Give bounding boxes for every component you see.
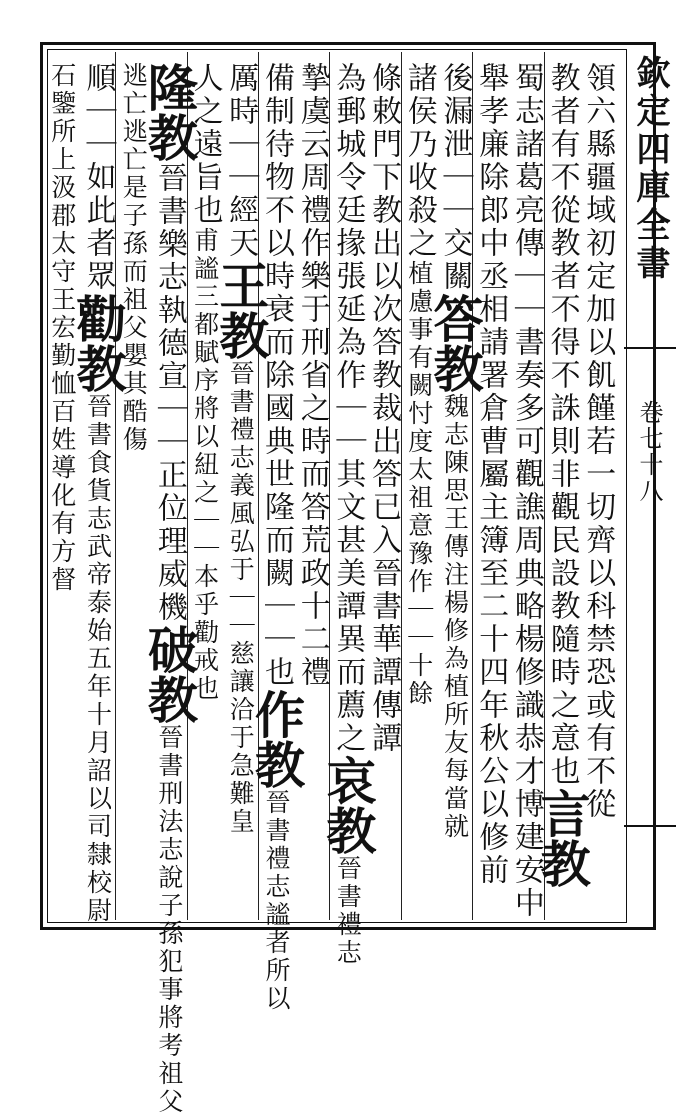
annotation: 石鑒所上汲郡太守王宏勤恤百姓導化有方督 <box>47 62 77 594</box>
volume-number: 卷七十八 <box>635 400 663 504</box>
entry-heading: 作教 <box>247 689 306 789</box>
body-text: 舉孝廉除郎中丞相請署倉曹屬主簿至二十四年秋公以修前 <box>473 62 509 887</box>
body-text: 後漏泄｜｜交關 <box>437 62 473 293</box>
body-text: 厲時｜｜經天 <box>223 62 259 260</box>
annotation: 魏志陳思王傳注楊修為植所友每當就 <box>440 393 470 841</box>
annotation: 晉書刑法志說子孫犯事將考祖父 <box>154 724 184 1116</box>
entry-heading: 王教 <box>211 260 271 360</box>
annotation: 植慮事有闕忖度太祖意豫作｜｜十餘 <box>404 260 434 708</box>
body-text: 為郵城令廷掾張延為作｜｜其文甚美譚異而薦之 <box>330 62 366 755</box>
annotation: 逃亡逃亡是子孫而祖父嬰其酷傷 <box>119 62 149 454</box>
book-title: 欽定四庫全書 <box>630 55 670 283</box>
banxin-margin <box>620 55 676 915</box>
annotation: 甫謐三都賦序將以紐之｜｜本乎勸戒也 <box>190 227 220 703</box>
entry-heading: 言教 <box>532 788 592 888</box>
body-text: 諸侯乃收殺之 <box>401 62 437 260</box>
annotation: 晉書禮志義風弘于｜｜慈讓洽于急難皇 <box>226 360 256 836</box>
body-text: 順｜｜如此者眾 <box>80 62 116 293</box>
body-text: 晉書樂志執德宣｜｜正位理威機 <box>151 162 187 624</box>
annotation: 晉書食貨志武帝泰始五年十月詔以司隸校尉 <box>83 393 113 925</box>
body-text: 人之遠旨也 <box>187 62 223 227</box>
body-text: 摯虞云周禮作樂于刑省之時而答荒政十二禮 <box>294 62 330 689</box>
entry-heading: 勸教 <box>68 293 128 393</box>
entry-heading: 破教 <box>139 624 199 724</box>
entry-heading: 隆教 <box>139 62 199 162</box>
entry-heading: 答教 <box>425 293 485 393</box>
fish-tail-rule <box>624 825 676 827</box>
entry-heading: 哀教 <box>318 755 378 855</box>
text-column <box>36 62 88 914</box>
body-text: 條敕門下教出以次答教裁出答已入晉書華譚傳譚 <box>366 62 402 755</box>
body-text: 領六縣疆域初定加以飢饉若一切齊以科禁恐或有不從 <box>580 62 616 821</box>
margin-rule <box>624 347 676 349</box>
body-text: 教者有不從教者不得不誅則非觀民設教隨時之意也 <box>544 62 580 788</box>
body-text: 備制待物不以時衰而除國典世隆而闕｜｜也 <box>259 62 294 689</box>
body-text: 蜀志諸葛亮傳｜｜書奏多可觀譙周典略楊修識恭才博建安中 <box>508 62 544 920</box>
annotation: 晉書禮志 <box>333 855 363 967</box>
annotation: 晉書禮志謐者所以 <box>262 789 291 1013</box>
